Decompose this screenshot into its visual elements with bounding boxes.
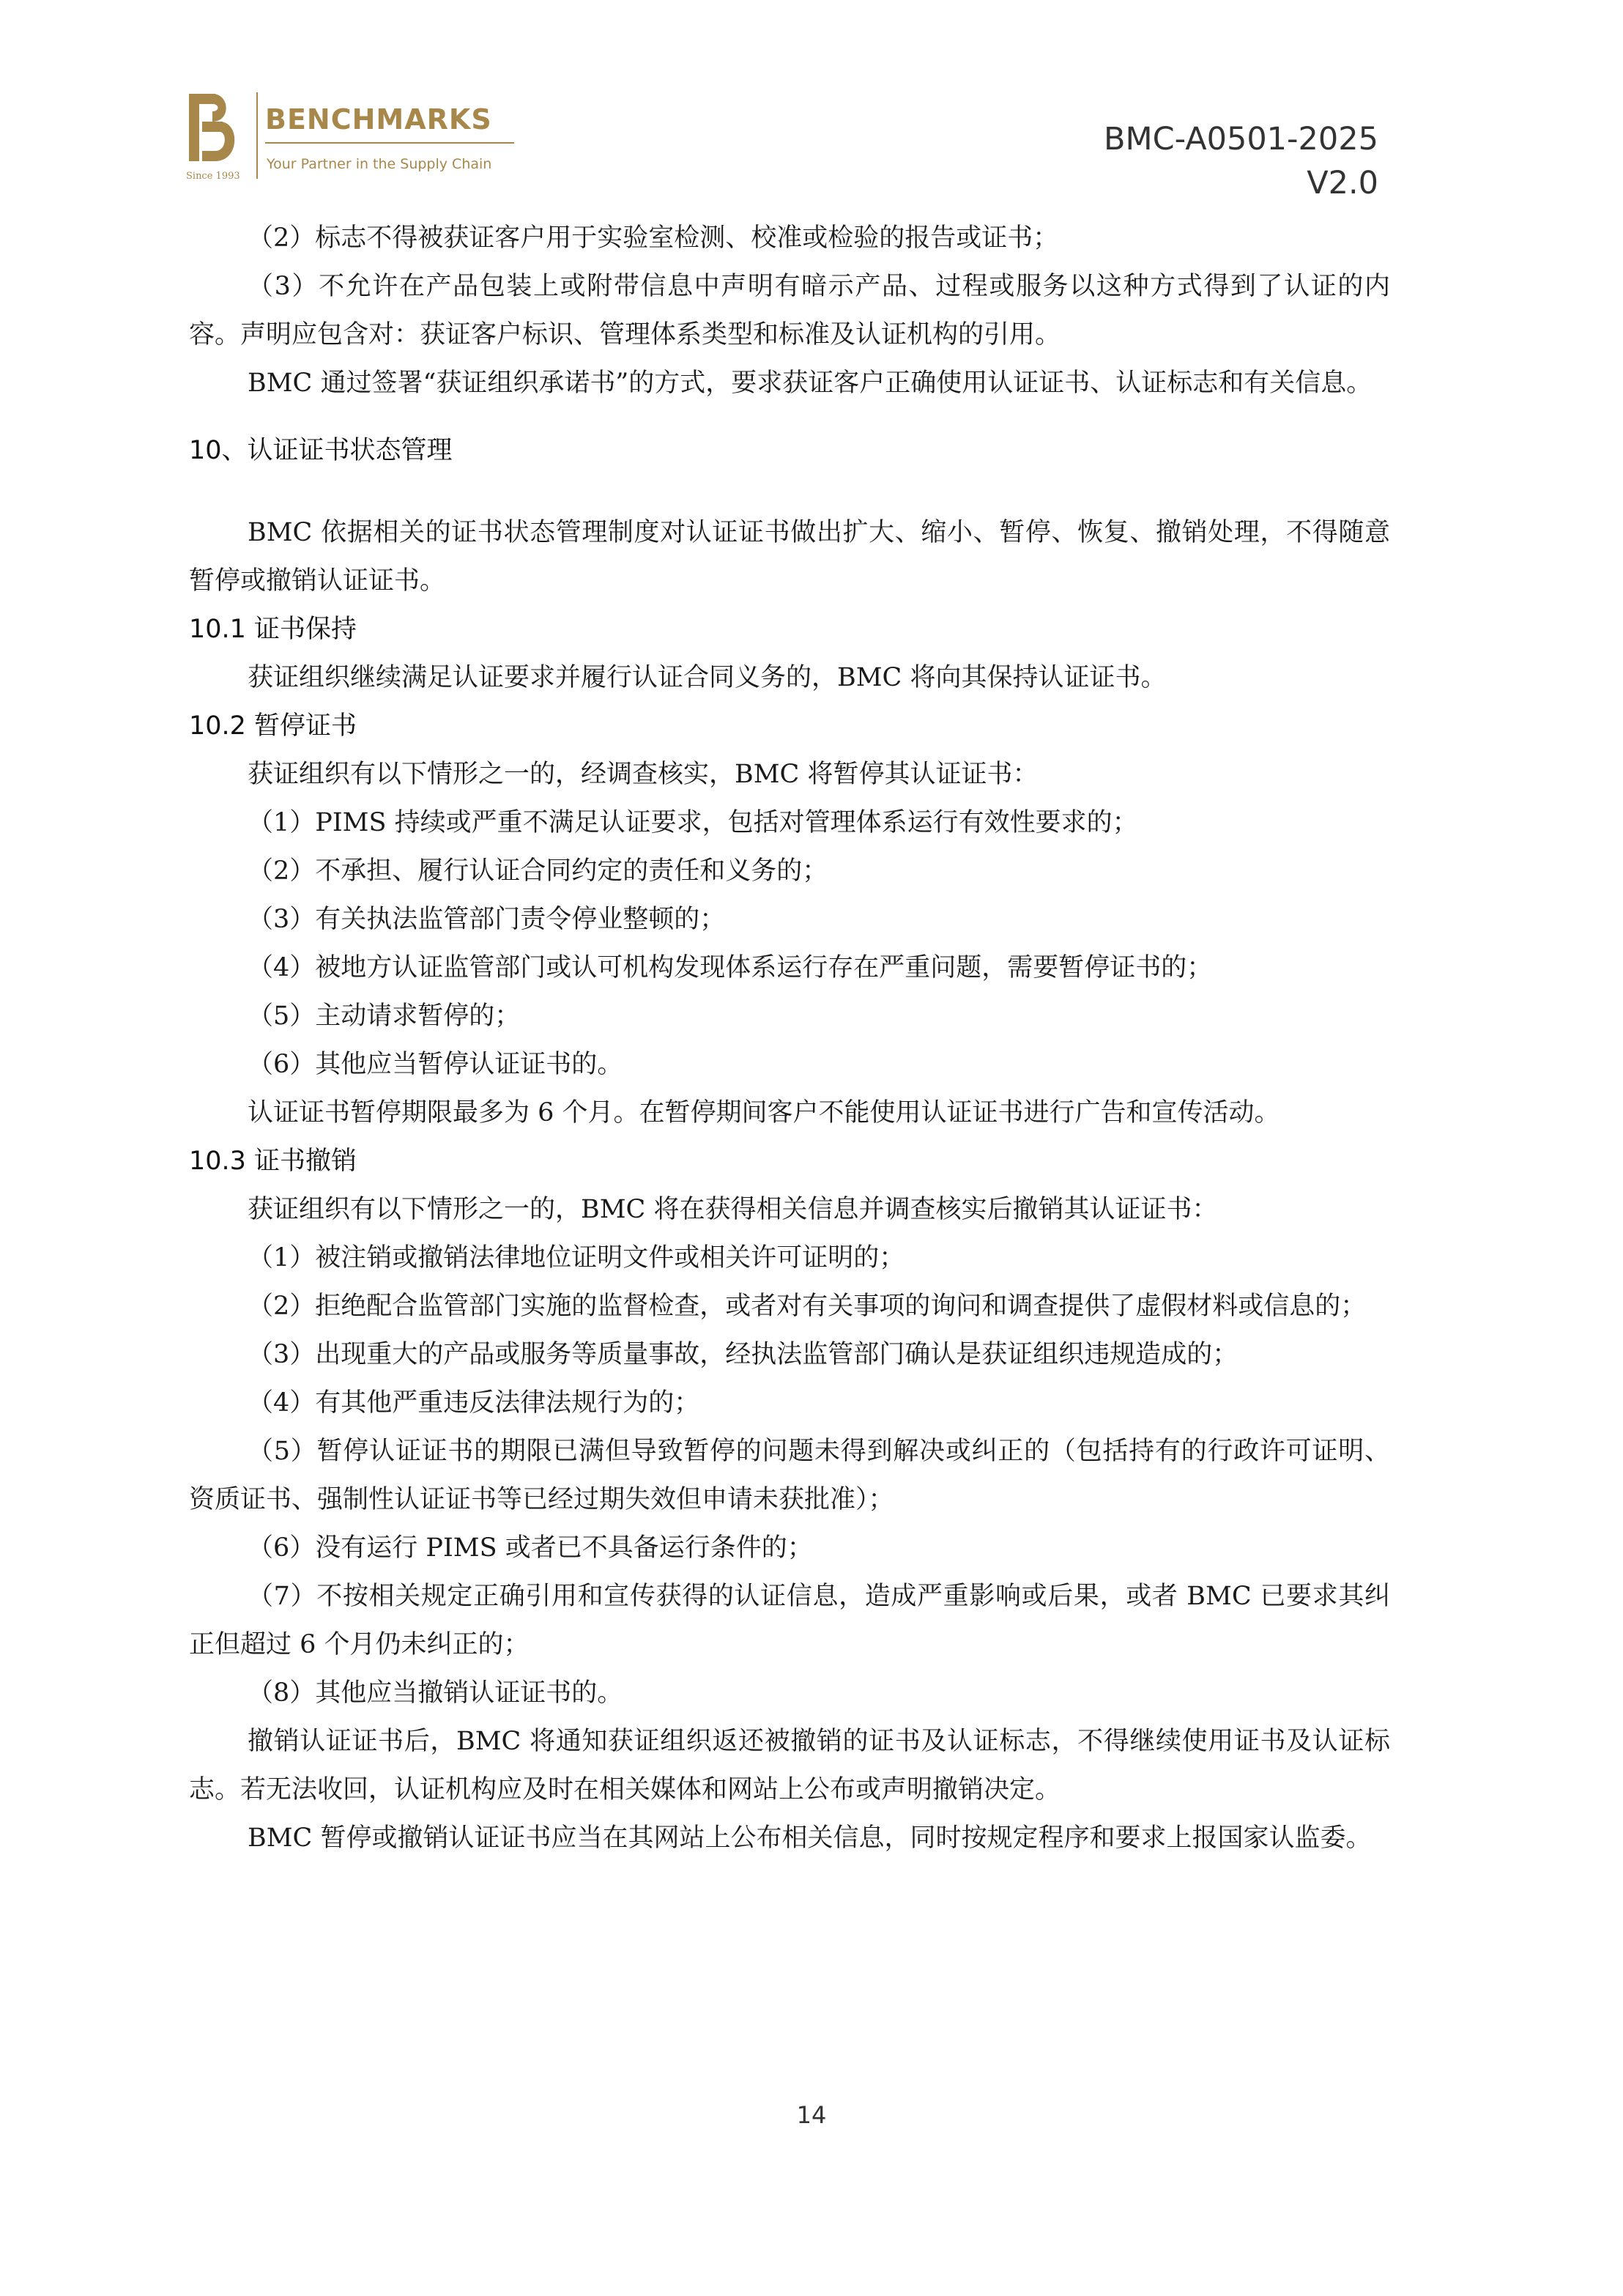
- list-item: （8）其他应当撤销认证证书的。: [248, 1678, 623, 1708]
- logo-mark-icon: [189, 94, 234, 161]
- paragraph: 获证组织有以下情形之一的，BMC 将在获得相关信息并调查核实后撤销其认证证书：: [248, 1195, 1218, 1224]
- logo-since: Since 1993: [186, 171, 240, 182]
- list-item: （6）其他应当暂停认证证书的。: [248, 1050, 623, 1079]
- list-item: （3）有关执法监管部门责令停业整顿的；: [248, 905, 726, 934]
- list-item: 获证组织有以下情形之一的，经调查核实，BMC 将暂停其认证证书：: [248, 760, 1039, 789]
- section-heading-10-1: 10.1 证书保持: [189, 615, 357, 644]
- document-body: [189, 214, 1390, 1862]
- paragraph: 撤销认证证书后，BMC 将通知获证组织返还被撤销的证书及认证标志，不得继续使用证书及认证标志。若无法收回，认证机构应及时在相关媒体和网站上公布或声明撤销决定。: [189, 1727, 1390, 1804]
- page-header: [0, 0, 1623, 201]
- paragraph: 认证证书暂停期限最多为 6 个月。在暂停期间客户不能使用认证证书进行广告和宣传活动。: [248, 1098, 1280, 1127]
- list-item: （4）有其他严重违反法律法规行为的；: [248, 1388, 700, 1418]
- logo-brand: BENCHMARKS: [265, 103, 492, 136]
- document-version: V2.0: [1307, 165, 1378, 201]
- list-item: （1）被注销或撤销法律地位证明文件或相关许可证明的；: [248, 1243, 905, 1273]
- list-item: （5）主动请求暂停的；: [248, 1001, 521, 1031]
- paragraph: （3）不允许在产品包装上或附带信息中声明有暗示产品、过程或服务以这种方式得到了认证的内容。声明应包含对：获证客户标识、管理体系类型和标准及认证机构的引用。: [189, 272, 1390, 349]
- list-item: （4）被地方认证监管部门或认可机构发现体系运行存在严重问题，需要暂停证书的；: [248, 953, 1213, 982]
- section-heading-10-2: 10.2 暂停证书: [189, 711, 357, 741]
- list-item: （6）没有运行 PIMS 或者已不具备运行条件的；: [248, 1533, 813, 1563]
- list-item: （2）不承担、履行认证合同约定的责任和义务的；: [248, 856, 828, 886]
- list-item: （2）拒绝配合监管部门实施的监督检查，或者对有关事项的询问和调查提供了虚假材料或信息的；: [248, 1292, 1367, 1321]
- paragraph: BMC 依据相关的证书状态管理制度对认证证书做出扩大、缩小、暂停、恢复、撤销处理，不得随意暂停或撤销认证证书。: [189, 518, 1390, 596]
- list-item: （5）暂停认证证书的期限已满但导致暂停的问题未得到解决或纠正的（包括持有的行政许可证明、资质证书、强制性认证证书等已经过期失效但申请未获批准）；: [189, 1437, 1390, 1514]
- document-code-block: [1104, 117, 1378, 205]
- paragraph: BMC 暂停或撤销认证证书应当在其网站上公布相关信息，同时按规定程序和要求上报国家认监委。: [248, 1823, 1372, 1853]
- benchmarks-logo: [186, 89, 523, 185]
- list-item: （3）出现重大的产品或服务等质量事故，经执法监管部门确认是获证组织违规造成的；: [248, 1340, 1238, 1369]
- list-item: （1）PIMS 持续或严重不满足认证要求，包括对管理体系运行有效性要求的；: [248, 808, 1138, 837]
- paragraph: （2）标志不得被获证客户用于实验室检测、校准或检验的报告或证书；: [248, 223, 1059, 253]
- list-item: （7）不按相关规定正确引用和宣传获得的认证信息，造成严重影响或后果，或者 BMC 已要求其纠正但超过 6 个月仍未纠正的；: [189, 1582, 1390, 1659]
- section-heading-10-3: 10.3 证书撤销: [189, 1147, 357, 1176]
- paragraph: BMC 通过签署“获证组织承诺书”的方式，要求获证客户正确使用认证证书、认证标志和有关信息。: [248, 369, 1373, 398]
- section-heading-10: 10、认证证书状态管理: [189, 436, 453, 465]
- logo-tagline: Your Partner in the Supply Chain: [267, 156, 492, 172]
- document-code: BMC-A0501-2025: [1104, 121, 1378, 158]
- paragraph: 获证组织继续满足认证要求并履行认证合同义务的，BMC 将向其保持认证证书。: [248, 663, 1167, 692]
- page-number: 14: [796, 2101, 827, 2129]
